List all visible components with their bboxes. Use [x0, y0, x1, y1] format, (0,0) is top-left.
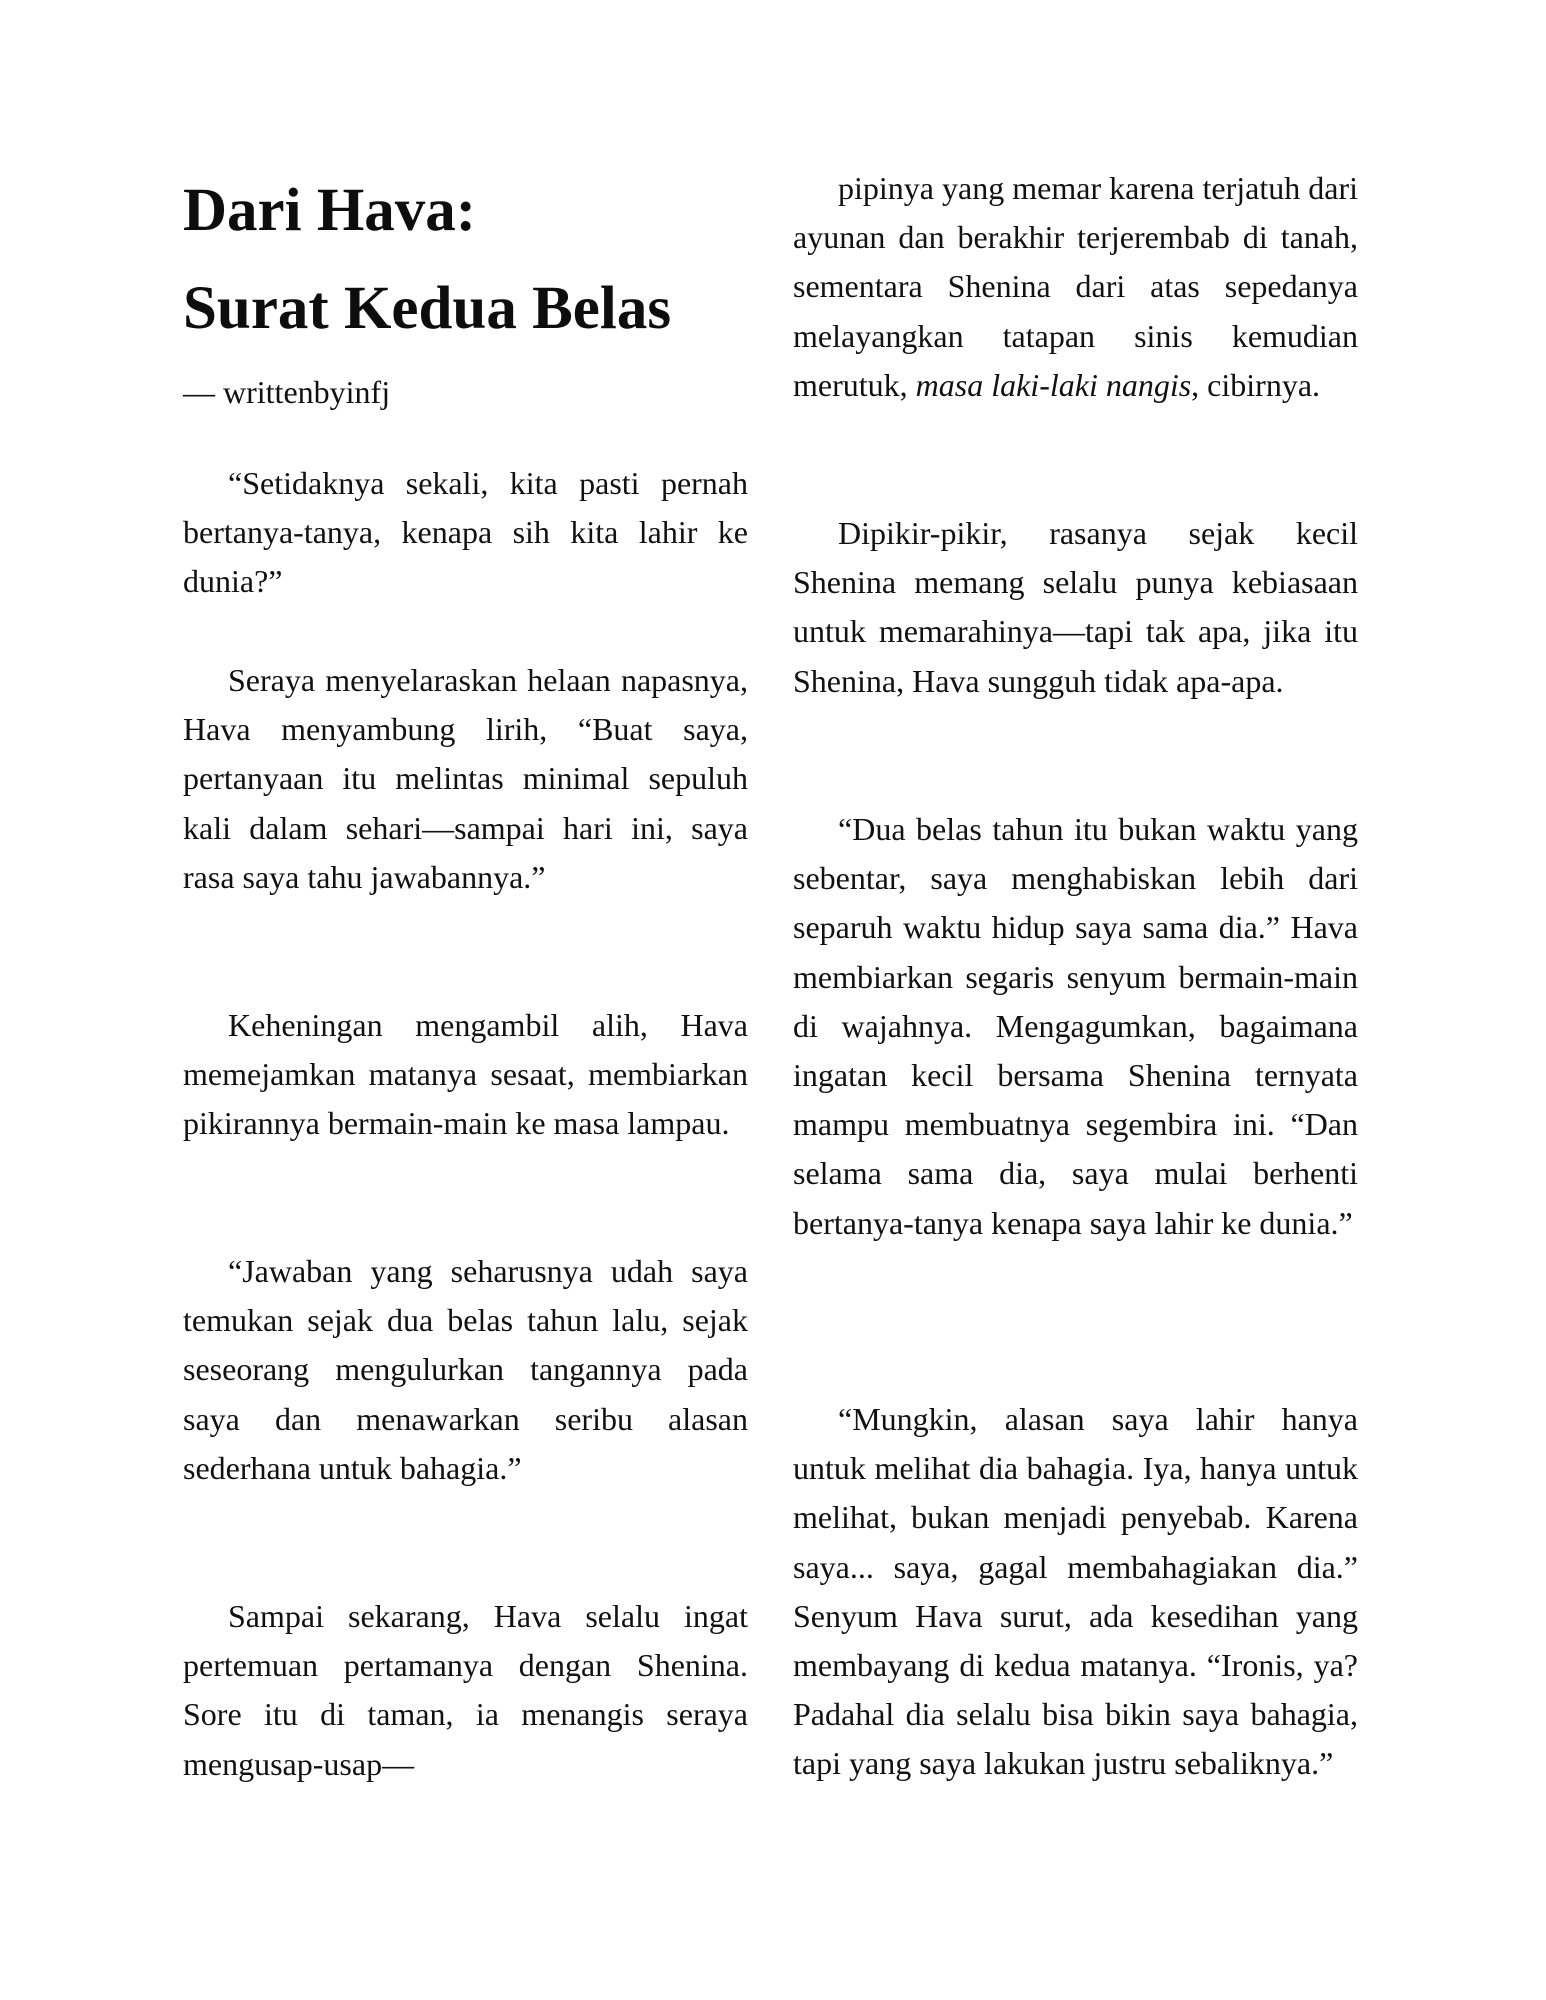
paragraph-right-3: “Dua belas tahun itu bukan waktu yang sebentar, saya menghabiskan lebih dari separuh waktu hidup saya sama dia.” Hava membiarkan segaris senyum bermain-main di wajahnya. Mengagumkan, bagaimana ingatan kecil bersama Shenina ternyata mampu membuatnya segembira ini. “Dan selama sama dia, saya mulai berhenti bertanya-tanya kenapa saya lahir ke dunia.”	[793, 811, 1358, 1241]
paragraph-left-2: Seraya menyelaraskan helaan napasnya, Hava menyambung lirih, “Buat saya, pertanyaan itu melintas minimal sepuluh kali dalam sehari—sampai hari ini, saya rasa saya tahu jawabannya.”	[183, 662, 748, 895]
paragraph-left-4: “Jawaban yang seharusnya udah saya temukan sejak dua belas tahun lalu, sejak seseorang mengulurkan tangannya pada saya dan menawarkan seribu alasan sederhana untuk bahagia.”	[183, 1253, 748, 1486]
paragraph-left-5: Sampai sekarang, Hava selalu ingat pertemuan pertamanya dengan Shenina. Sore itu di taman, ia menangis seraya mengusap-usap—	[183, 1598, 748, 1782]
title-line-1: Dari Hava:	[183, 177, 477, 244]
paragraph-right-1	[793, 164, 1358, 410]
paragraph-left-1: “Setidaknya sekali, kita pasti pernah bertanya-tanya, kenapa sih kita lahir ke dunia?”	[183, 465, 748, 600]
paragraph-left-3: Keheningan mengambil alih, Hava memejamkan matanya sesaat, membiarkan pikirannya bermain-main ke masa lampau.	[183, 1007, 748, 1142]
paragraph-right-1-text: pipinya yang memar karena terjatuh dari ayunan dan berakhir terjerembab di tanah, sementara Shenina dari atas sepedanya melayangkan tatapan sinis kemudian merutuk,	[793, 170, 1358, 403]
title-line-2: Surat Kedua Belas	[183, 275, 672, 342]
author-byline: — writtenbyinfj	[183, 374, 391, 410]
paragraph-right-2: Dipikir-pikir, rasanya sejak kecil Shenina memang selalu punya kebiasaan untuk memarahinya—tapi tak apa, jika itu Shenina, Hava sungguh tidak apa-apa.	[793, 515, 1358, 699]
page-title	[183, 162, 748, 358]
paragraph-right-4: “Mungkin, alasan saya lahir hanya untuk melihat dia bahagia. Iya, hanya untuk melihat, bukan menjadi penyebab. Karena saya... saya, gagal membahagiakan dia.” Senyum Hava surut, ada kesedihan yang membayang di kedua matanya. “Ironis, ya? Padahal dia selalu bisa bikin saya bahagia, tapi yang saya lakukan justru sebaliknya.”	[793, 1401, 1358, 1782]
italic-phrase: masa laki-laki nangis	[915, 366, 1192, 403]
paragraph-right-1-end: , cibirnya.	[1191, 366, 1321, 403]
